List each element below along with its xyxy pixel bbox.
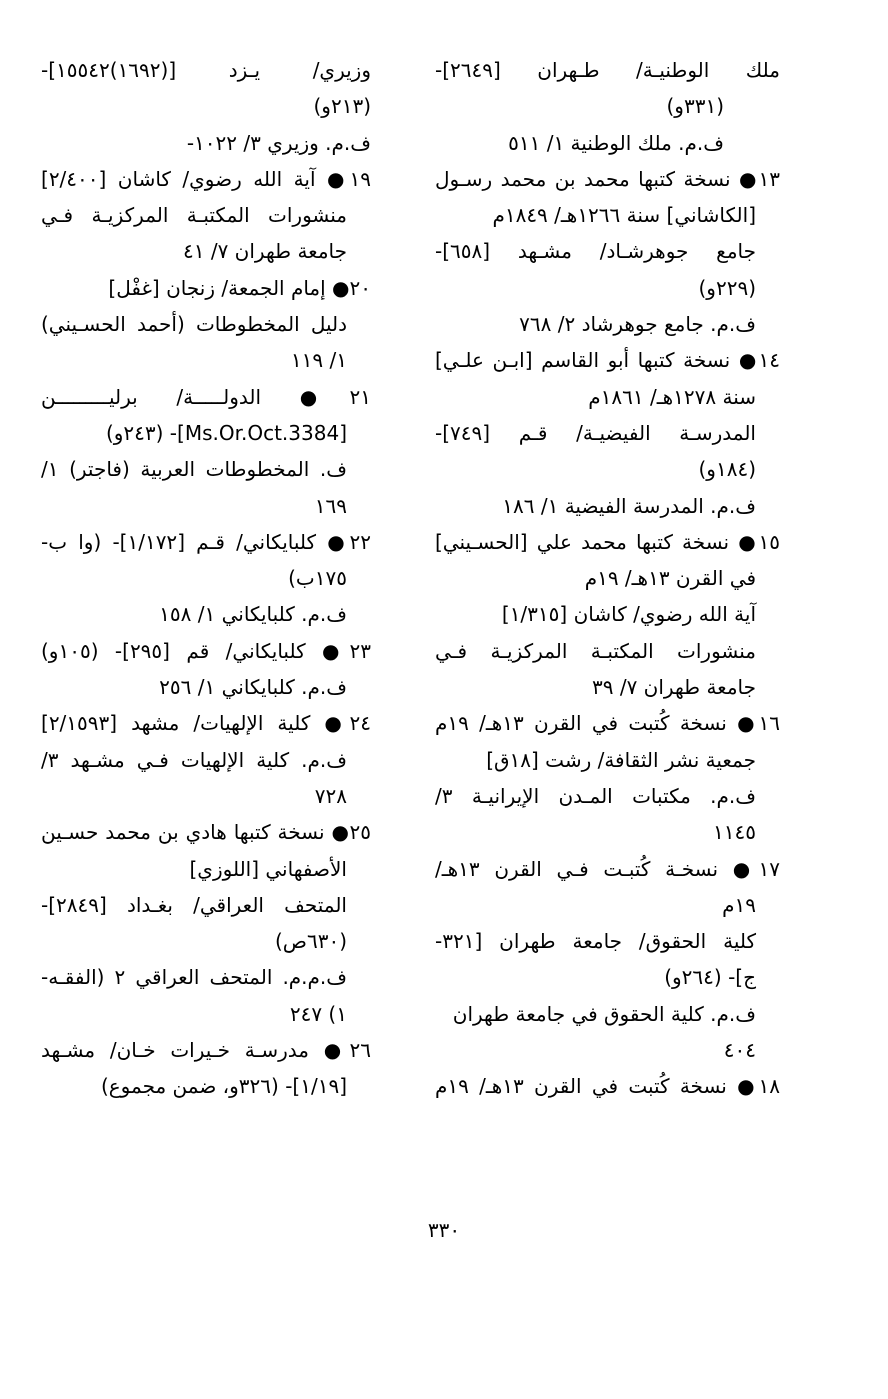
text-line: المدرسـة الفيضيـة/ قـم [٧٤٩]- (435, 420, 756, 445)
text-line: ١١٤٥ (713, 820, 756, 845)
text-line: ١٦٩ (314, 493, 347, 518)
text-line: ٢٤● كلية الإلهيات/ مشهد [٢/١٥٩٣] (41, 711, 371, 736)
text-line: ف.م.م. المتحف العراقي ٢ (الفقـه- (41, 965, 348, 990)
text-line: ف.م. ملك الوطنية ١/ ٥١١ (508, 130, 724, 155)
text-line: (٦٣٠ص) (274, 929, 347, 954)
text-line: (٢١٣و) (313, 94, 371, 119)
text-line: ٢٣● كلبايكاني/ قم [٢٩٥]- (١٠٥و) (41, 638, 371, 663)
text-line: ف.م. كلية الحقوق في جامعة طهران (452, 1001, 756, 1026)
text-line: ٤٠٤ (723, 1038, 756, 1063)
text-line: ٢٠● إمام الجمعة/ زنجان [غفْل] (108, 275, 371, 300)
text-line: ١٦● نسخة كُتبت في القرن ١٣هـ/ ١٩م (435, 711, 780, 736)
text-line: ١٤● نسخة كتبها أبو القاسم [ابـن علـي] (435, 348, 780, 373)
text-line: جمعية نشر الثقافة/ رشت [١٨ق] (486, 747, 756, 772)
text-line: ف.م. كلبايكاني ١/ ٢٥٦ (159, 675, 347, 700)
page-number: ٣٣٠ (427, 1218, 461, 1242)
text-line: ف.م. كلية الإلهيات فـي مشـهد ٣/ (41, 747, 347, 772)
text-line: ١٣● نسخة كتبها محمد بن محمد رسـول (435, 166, 780, 191)
text-line: [١/١٩]- (٣٢٦و، ضمن مجموع) (100, 1074, 347, 1099)
text-line: جامعة طهران ٧/ ٣٩ (591, 675, 756, 700)
text-line: دليل المخطوطات (أحمد الحسـيني) (41, 312, 347, 337)
right-column (435, 52, 780, 1105)
text-line: (٣٣١و) (666, 94, 724, 119)
text-line: ٧٢٨ (314, 783, 347, 808)
text-line: ١/ ١١٩ (290, 348, 347, 373)
text-line: آية الله رضوي/ كاشان [١/٣١٥] (501, 602, 756, 627)
text-line: ف.م. وزيري ٣/ ١٠٢٢- (186, 130, 371, 155)
text-line: ف.م. كلبايكاني ١/ ١٥٨ (159, 602, 347, 627)
text-line: ١٩● آية الله رضوي/ كاشان [٢/٤٠٠] (41, 166, 371, 191)
text-line: ف.م. جامع جوهرشاد ٢/ ٧٦٨ (519, 312, 756, 337)
text-line: ج]- (٢٦٤و) (664, 965, 756, 990)
text-line: ٢١● الدولـــــة/ برليـــــــــن (41, 384, 371, 409)
text-line: [الكاشاني] سنة ١٢٦٦هـ/ ١٨٤٩م (492, 203, 756, 228)
text-line: وزيري/ يـزد [(١٦٩٢)١٥٥٤٢]- (41, 58, 371, 82)
text-line: ١٧٥ب) (288, 566, 347, 591)
text-line: (١٨٤و) (698, 457, 756, 482)
text-line: ١٨● نسخة كُتبت في القرن ١٣هـ/ ١٩م (435, 1074, 780, 1099)
text-line: ١٧● نسخـة كُتبـت فـي القرن ١٣هـ/ (435, 856, 780, 881)
text-line: سنة ١٢٧٨هـ/ ١٨٦١م (588, 384, 756, 409)
text-line: ١) ٢٤٧ (289, 1001, 347, 1026)
text-line: (٢٢٩و) (698, 275, 756, 300)
text-line: ١٩م (722, 892, 756, 917)
text-line: منشورات المكتبـة المركزيـة فـي (41, 203, 347, 228)
left-column (41, 52, 371, 1105)
text-line: [Ms.Or.Oct.3384]- (٢٤٣و) (105, 420, 347, 445)
text-line: ف. المخطوطات العربية (فاجتر) ١/ (41, 457, 347, 482)
text-line: منشورات المكتبـة المركزيـة فـي (435, 638, 756, 663)
text-line: ١٥● نسخة كتبها محمد علي [الحسـيني] (435, 529, 780, 554)
text-line: ٢٢● كلبايكاني/ قـم [١/١٧٢]- (وا ب- (41, 529, 372, 554)
text-line: ملك الوطنيـة/ طـهران [٢٦٤٩]- (435, 58, 780, 82)
text-line: ف.م. مكتبات المـدن الإيرانيـة ٣/ (435, 783, 756, 808)
text-line: كلية الحقوق/ جامعة طهران [٣٢١- (435, 929, 756, 954)
text-line: ٢٦● مدرسـة خـيرات خـان/ مشـهد (41, 1038, 371, 1063)
text-line: الأصفهاني [اللوزي] (189, 856, 347, 881)
text-line: ٢٥● نسخة كتبها هادي بن محمد حسـين (41, 820, 371, 845)
text-line: في القرن ١٣هـ/ ١٩م (584, 566, 756, 591)
text-line: جامعة طهران ٧/ ٤١ (182, 239, 347, 264)
text-line: المتحف العراقي/ بغـداد [٢٨٤٩]- (41, 892, 347, 917)
text-line: جامع جوهرشـاد/ مشـهد [٦٥٨]- (435, 239, 756, 264)
text-line: ف.م. المدرسة الفيضية ١/ ١٨٦ (502, 493, 756, 518)
